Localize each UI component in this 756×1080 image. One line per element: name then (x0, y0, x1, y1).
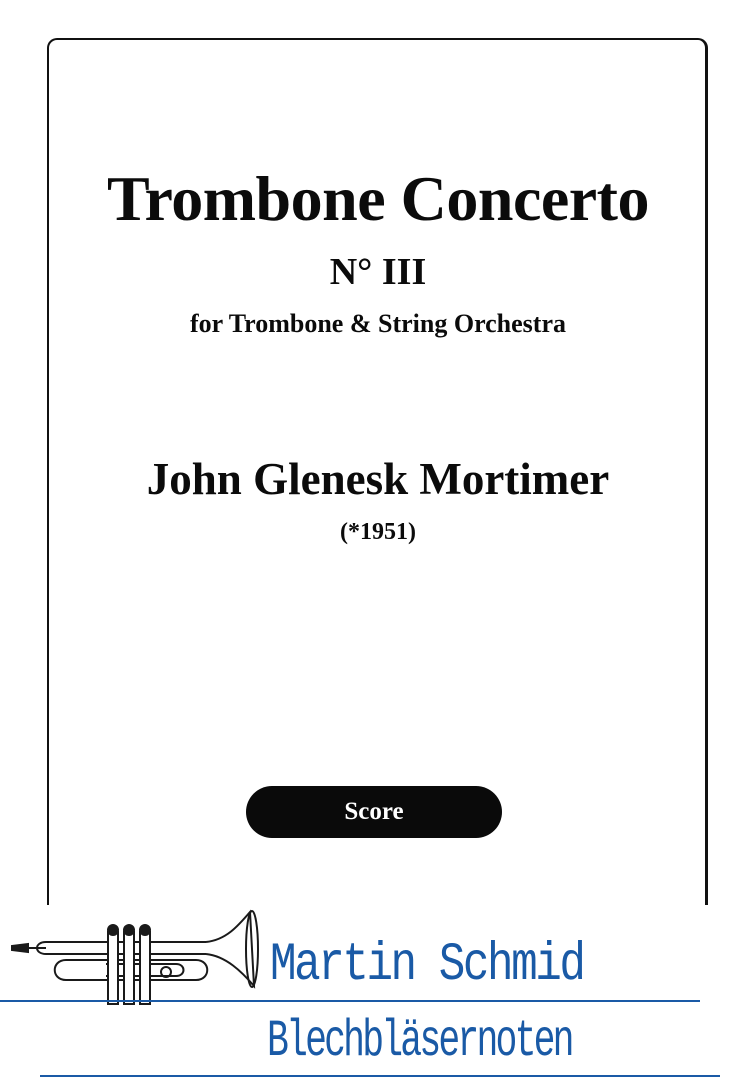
edition-badge: Score (246, 786, 502, 838)
trumpet-icon (6, 906, 268, 1006)
work-title: Trombone Concerto (107, 163, 649, 234)
work-number: N° III (329, 251, 427, 293)
publisher-rule-bottom (40, 1075, 720, 1077)
composer-years: (*1951) (340, 519, 416, 545)
composer-name: John Glenesk Mortimer (146, 454, 610, 504)
publisher-tagline: Blechbläsernoten (267, 1012, 572, 1071)
publisher-rule-top (0, 1000, 700, 1002)
work-subtitle: for Trombone & String Orchestra (189, 309, 566, 338)
publisher-name: Martin Schmid (270, 935, 584, 996)
